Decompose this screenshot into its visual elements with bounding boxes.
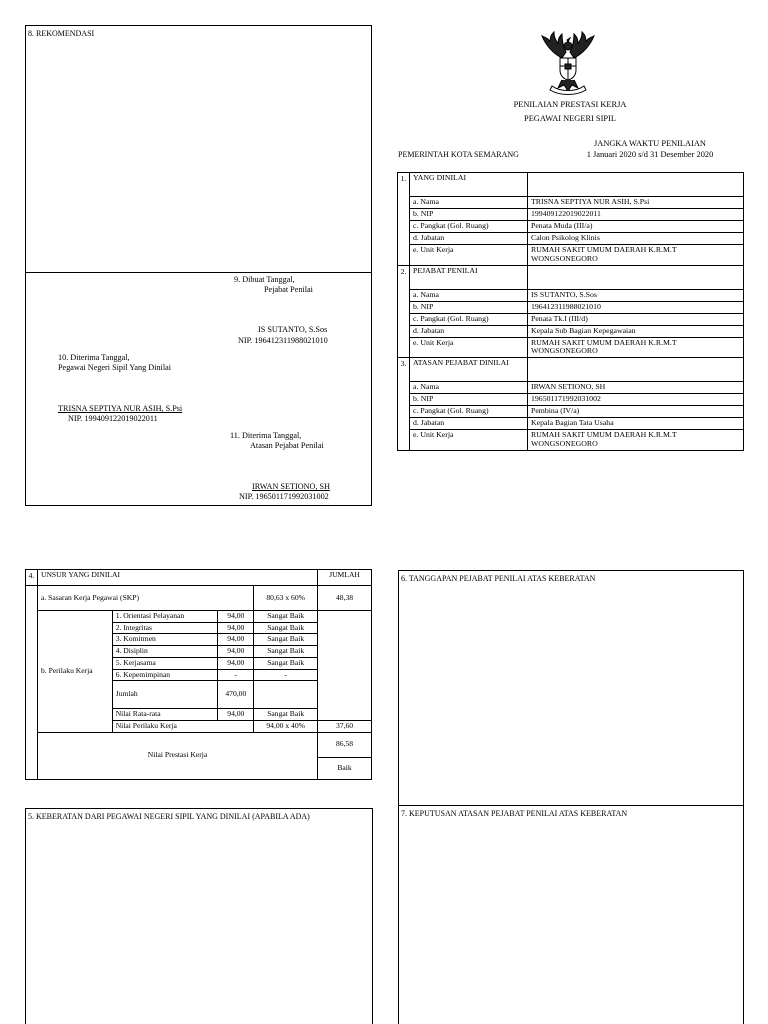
field-label: d. Jabatan (410, 232, 528, 244)
nilai-perilaku-label: Nilai Perilaku Kerja (112, 721, 254, 733)
field-label: b. NIP (410, 208, 528, 220)
period-value: 1 Januari 2020 s/d 31 Desember 2020 (586, 150, 714, 159)
behavior-grade: Sangat Baik (254, 611, 318, 623)
sig10-name: TRISNA SEPTIYA NUR ASIH, S.Psi (58, 404, 183, 413)
field-label: d. Jabatan (410, 325, 528, 337)
behavior-grade: Sangat Baik (254, 657, 318, 669)
garuda-emblem-icon (532, 28, 604, 96)
behavior-item: 1. Orientasi Pelayanan (112, 611, 218, 623)
section-number: 2. (398, 265, 410, 358)
field-value: RUMAH SAKIT UMUM DAERAH K.R.M.T WONGSONEGORO (528, 430, 744, 451)
section-title: ATASAN PEJABAT DINILAI (410, 358, 528, 382)
behavior-value: 94,00 (218, 634, 254, 646)
field-value: 199409122019022011 (528, 208, 744, 220)
field-label: e. Unit Kerja (410, 244, 528, 265)
behavior-grade: - (254, 669, 318, 681)
field-value: Penata Muda (III/a) (528, 220, 744, 232)
behavior-item: 6. Kepemimpinan (112, 669, 218, 681)
field-label: c. Pangkat (Gol. Ruang) (410, 313, 528, 325)
field-label: c. Pangkat (Gol. Ruang) (410, 406, 528, 418)
rata-value: 94,00 (218, 709, 254, 721)
field-value: IRWAN SETIONO, SH (528, 382, 744, 394)
behavior-item: 4. Disiplin (112, 646, 218, 658)
field-value: Kepala Sub Bagian Kepegawaian (528, 325, 744, 337)
header-title-line1: PENILAIAN PRESTASI KERJA (513, 100, 627, 109)
section-7-title: 7. KEPUTUSAN ATASAN PEJABAT PENILAI ATAS KEBERATAN (401, 809, 628, 818)
section-8-title: 8. REKOMENDASI (28, 29, 95, 38)
field-label: d. Jabatan (410, 418, 528, 430)
period-label: JANGKA WAKTU PENILAIAN (594, 139, 706, 148)
behavior-grade: Sangat Baik (254, 646, 318, 658)
prestasi-grade: Baik (318, 757, 372, 779)
sig11-role: Atasan Pejabat Penilai (250, 441, 324, 450)
behavior-value: 94,00 (218, 657, 254, 669)
field-value: RUMAH SAKIT UMUM DAERAH K.R.M.T WONGSONEGORO (528, 337, 744, 358)
section-6-title: 6. TANGGAPAN PEJABAT PENILAI ATAS KEBERATAN (401, 574, 596, 583)
employee-info-table (397, 172, 744, 451)
section-title: PEJABAT PENILAI (410, 265, 528, 289)
behavior-value: 94,00 (218, 622, 254, 634)
jumlah-header: JUMLAH (318, 570, 372, 586)
field-label: e. Unit Kerja (410, 430, 528, 451)
section-5-title: 5. KEBERATAN DARI PEGAWAI NEGERI SIPIL YANG DINILAI (APABILA ADA) (28, 812, 310, 821)
field-value: Kepala Bagian Tata Usaha (528, 418, 744, 430)
section-number: 3. (398, 358, 410, 451)
field-label: a. Nama (410, 382, 528, 394)
sig9-role: Pejabat Penilai (264, 285, 313, 294)
header-title-line2: PEGAWAI NEGERI SIPIL (524, 114, 616, 123)
recommendation-signature-panel (25, 25, 372, 506)
sig11-nip: NIP. 196501171992031002 (239, 492, 329, 501)
field-value: RUMAH SAKIT UMUM DAERAH K.R.M.T WONGSONEGORO (528, 244, 744, 265)
response-panel (398, 570, 744, 806)
sig11-title: 11. Diterima Tanggal, (230, 431, 302, 440)
behavior-item: 5. Kerjasama (112, 657, 218, 669)
skp-label: a. Sasaran Kerja Pegawai (SKP) (37, 586, 253, 611)
field-value: Penata Tk.I (III/d) (528, 313, 744, 325)
field-value: Pembina (IV/a) (528, 406, 744, 418)
org-name: PEMERINTAH KOTA SEMARANG (398, 150, 519, 159)
behavior-grade: Sangat Baik (254, 622, 318, 634)
rata-label: Nilai Rata-rata (112, 709, 218, 721)
section-number: 1. (398, 173, 410, 266)
prestasi-label: Nilai Prestasi Kerja (37, 732, 317, 779)
sig10-role: Pegawai Negeri Sipil Yang Dinilai (58, 363, 172, 372)
section-title: YANG DINILAI (410, 173, 528, 197)
field-value: TRISNA SEPTIYA NUR ASIH, S.Psi (528, 197, 744, 209)
behavior-value: - (218, 669, 254, 681)
skp-formula: 80,63 x 60% (254, 586, 318, 611)
nilai-perilaku-formula: 94,00 x 40% (254, 721, 318, 733)
sig9-nip: NIP. 196412311988021010 (238, 336, 328, 345)
field-value: IS SUTANTO, S.Sos (528, 289, 744, 301)
decision-panel (398, 805, 744, 1024)
field-value: 196501171992031002 (528, 394, 744, 406)
sig10-title: 10. Diterima Tanggal, (58, 353, 130, 362)
performance-score-table (25, 569, 372, 780)
rata-grade: Sangat Baik (254, 709, 318, 721)
field-label: a. Nama (410, 197, 528, 209)
field-label: c. Pangkat (Gol. Ruang) (410, 220, 528, 232)
sig9-name: IS SUTANTO, S.Sos (258, 325, 328, 334)
field-label: a. Nama (410, 289, 528, 301)
field-label: b. NIP (410, 301, 528, 313)
objection-panel (25, 808, 373, 1024)
behavior-item: 2. Integritas (112, 622, 218, 634)
behavior-item: 3. Komitmen (112, 634, 218, 646)
field-value: 196412311988021010 (528, 301, 744, 313)
score-title: UNSUR YANG DINILAI (37, 570, 317, 586)
jumlah-value: 470,00 (218, 681, 254, 709)
perilaku-label: b. Perilaku Kerja (37, 611, 112, 733)
field-value: Calon Psikolog Klinis (528, 232, 744, 244)
prestasi-value: 86,58 (318, 732, 372, 757)
nilai-perilaku-total: 37,60 (318, 721, 372, 733)
sig10-nip: NIP. 199409122019022011 (68, 414, 158, 423)
behavior-grade: Sangat Baik (254, 634, 318, 646)
divider (26, 272, 371, 273)
behavior-value: 94,00 (218, 611, 254, 623)
section-number: 4. (26, 570, 38, 586)
skp-total: 48,38 (318, 586, 372, 611)
sig9-title: 9. Dibuat Tanggal, (234, 275, 295, 284)
field-label: b. NIP (410, 394, 528, 406)
behavior-value: 94,00 (218, 646, 254, 658)
sig11-name: IRWAN SETIONO, SH (252, 482, 331, 491)
jumlah-label: Jumlah (112, 681, 218, 709)
field-label: e. Unit Kerja (410, 337, 528, 358)
